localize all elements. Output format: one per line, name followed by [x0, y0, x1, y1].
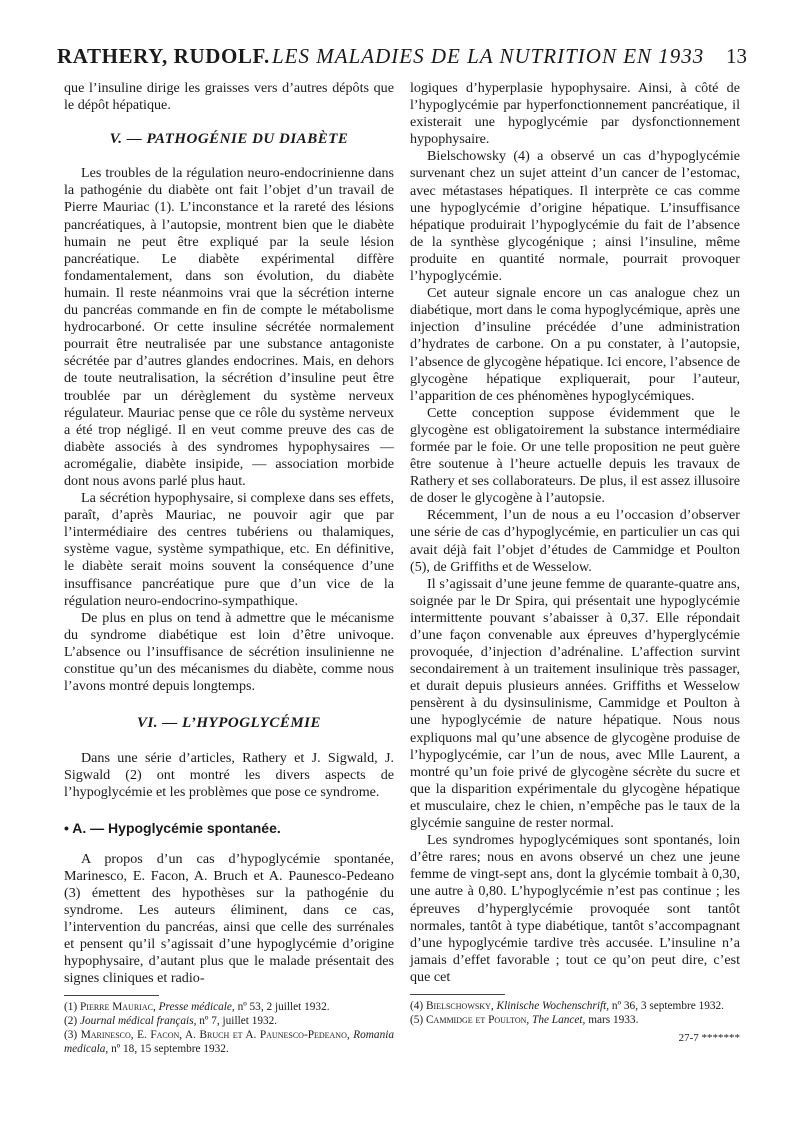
paragraph: De plus en plus on tend à admettre que le mécanisme du syndrome diabétique est loin d’être univoque. L’absence ou l’insuffisance de sécrétion insulinienne ne constitue qu’un des mécanismes du diabète, comme nous l’avons montré depuis longtemps. — [64, 609, 394, 695]
paragraph: Bielschowsky (4) a observé un cas d’hypoglycémie survenant chez un sujet atteint d’un cancer de l’estomac, avec métastases hépatiques. Il interprète ce cas comme une hypoglycémie d’origine hépatique. L’insuffisance hépatique produirait l’hypoglycémie du fait de l’absence de la synthèse glycogénique ; ainsi l’insuline, même produite en quantité normale, pourrait provoquer l’hypoglycémie. — [410, 148, 740, 285]
page-number: 13 — [726, 44, 747, 68]
running-header — [57, 44, 747, 72]
paragraph: Les syndromes hypoglycémiques sont spontanés, loin d’être rares; nous en avons observé un chez une jeune femme de vingt-sept ans, dont la glycémie tombait à 0,30, une autre à 0,80. L’hypoglycémie n’est pas continue ; les épreuves d’hyperglycémie provoquée sont tantôt normales, tantôt à type diabétique, tantôt s’accompagnant d’une hypoglycémie tardive très accusée. L’insuline n’a jamais d’effet favorable ; tout ce qu’on peut dire, c’est que cet — [410, 832, 740, 985]
paragraph: que l’insuline dirige les graisses vers d’autres dépôts que le dépôt hépatique. — [64, 80, 394, 114]
paragraph: Il s’agissait d’une jeune femme de quarante-quatre ans, soignée par le Dr Spira, qui présentait une hypoglycémie intermittente pouvant s’abaisser à 0,37. Elle répondait d’une façon convenable aux épreuves d’hyperglycémie provoquée, d’injection d’adrénaline. L’affection survint secondairement à un traitement insulinique très passager, et durait depuis plusieurs années. Griffiths et Wesselow pensèrent à du dysinsulinisme, Cammidge et Poulton à une hypoglycémie de nature hépatique. Nous nous expliquons mal qu’une absence de glycogène produise de l’hypoglycémie, car l’un de nous, avec Mlle Laurent, a montré qu’un foie privé de glycogène sécrète du sucre et que la disparition expérimentale du glycogène hépatique et musculaire, chez le chien, n’empêche pas le taux de la glycémie sanguine de rester normal. — [410, 575, 740, 832]
paragraph: Cette conception suppose évidemment que le glycogène est obligatoirement la substance intermédiaire formée par le foie. Or une telle proposition ne peut guère être soutenue à l’heure actuelle depuis les travaux de Rathery et ses collaborateurs. De plus, il est assez illusoire de doser le glycogène à l’autopsie. — [410, 404, 740, 507]
paragraph: A propos d’un cas d’hypoglycémie spontanée, Marinesco, E. Facon, A. Bruch et A. Paunesco-Pedeano (3) émettent des hypothèses sur la pathogénie du syndrome. Les auteurs éliminent, dans ce cas, l’intervention du pancréas, ainsi que celle des surrénales et pensent qu’il s’agissait d’une hypoglycémie d’origine hypophysaire, d’autant plus que le malade présentait des signes cliniques et radio- — [64, 850, 394, 987]
header-author: RATHERY, RUDOLF. — [57, 44, 270, 68]
paragraph: La sécrétion hypophysaire, si complexe dans ses effets, paraît, d’après Mauriac, ne pouvoir agir que par l’intermédiaire des centres tubériens ou thalamiques, système vague, système sympathique, etc. En définitive, le diabète serait moins souvent la conséquence d’une insuffisance pancréatique pure que d’un vice de la régulation neuro-endocrino-sympathique. — [64, 490, 394, 609]
right-column — [410, 80, 740, 1047]
paragraph: Récemment, l’un de nous a eu l’occasion d’observer une série de cas d’hypoglycémie, en particulier un cas qui avait déjà fait l’objet d’études de Cammidge et Poulton (5), de Griffiths et de Wesselow. — [410, 507, 740, 575]
paragraph: logiques d’hyperplasie hypophysaire. Ainsi, à côté de l’hypoglycémie par hyperfonctionnement pancréatique, il existerait une hypoglycémie par dysfonctionnement hypophysaire. — [410, 80, 740, 148]
footnote-4: (4) Bielschowsky, Klinische Wochenschrift, nº 36, 3 septembre 1932. — [410, 999, 724, 1012]
signature-mark: 27-7 ******* — [678, 1031, 740, 1044]
footnote-3: (3) Marinesco, E. Facon, A. Bruch et A. Paunesco-Pedeano, Romania medicala, nº 18, 15 septembre 1932. — [64, 1029, 395, 1055]
footnote-5: (5) Cammidge et Poulton, The Lancet, mars 1933. — [410, 1013, 639, 1026]
paragraph: Cet auteur signale encore un cas analogue chez un diabétique, mort dans le coma hypoglycémique, après une injection d’insuline précédée d’une administration d’hydrates de carbone. On a pu constater, à l’autopsie, l’absence de glycogène hépatique. Ici encore, l’absence de glycogène hépatique expliquerait, pour l’auteur, l’apparition de ces phénomènes hypoglycémiques. — [410, 285, 740, 404]
section-title-vi: VI. — L’HYPOGLYCÉMIE — [136, 715, 322, 732]
left-column — [64, 80, 394, 1057]
paragraph: Les troubles de la régulation neuro-endocrinienne dans la pathogénie du diabète ont fait l’objet d’un travail de Pierre Mauriac (1). L’inconstance et la rareté des lésions pancréatiques, à l’autopsie, montrent bien que le diabète humain ne peut être expliqué par la seule lésion pancréatique. Le diabète expérimental diffère fondamentalement, dans son évolution, du diabète humain. Il reste néanmoins vrai que la sécrétion interne du pancréas commande en fin de compte le métabolisme hydrocarboné. Or cette insuline sécrétée normalement pourrait être neutralisée par une substance antagoniste sécrétée par d’autres glandes endocrines. Mais, en dehors de toute neutralisation, la sécrétion d’insuline peut être troublée par un dérèglement du système nerveux régulateur. Mauriac pense que ce rôle du système nerveux a été trop négligé. Il en veut comme preuve des cas de diabète associés à des syndromes hypophysaires — acromégalie, diabète insipide, — association morbide dont nous avons parlé plus haut. — [64, 165, 394, 489]
subsection-title-a: • A. — Hypoglycémie spontanée. — [64, 819, 281, 836]
paragraph: Dans une série d’articles, Rathery et J. Sigwald, J. Sigwald (2) ont montré les divers aspects de l’hypoglycémie et les problèmes que pose ce syndrome. — [64, 750, 394, 801]
footnote-2: (2) Journal médical français, nº 7, juillet 1932. — [64, 1015, 278, 1028]
section-title-v: V. — PATHOGÉNIE DU DIABÈTE — [109, 131, 349, 148]
header-title: LES MALADIES DE LA NUTRITION EN 1933 — [272, 44, 705, 68]
footnote-1: (1) Pierre Mauriac, Presse médicale, nº 53, 2 juillet 1932. — [64, 1001, 330, 1014]
